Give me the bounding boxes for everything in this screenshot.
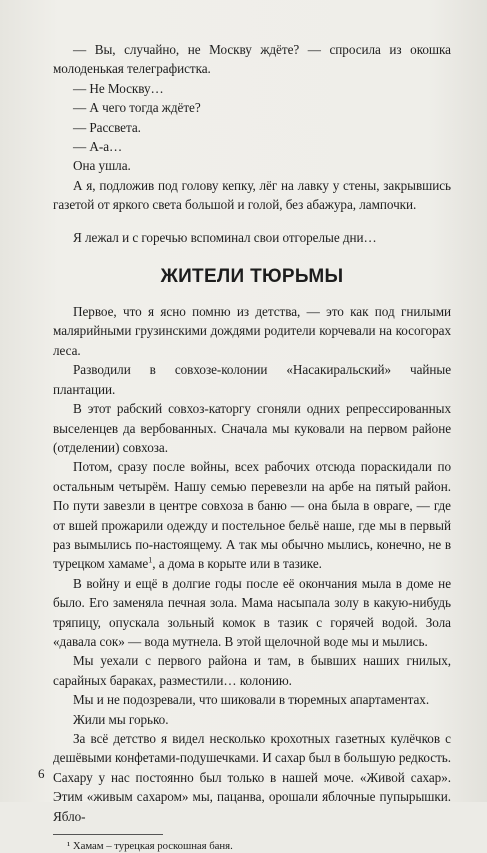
page-number: 6 [38, 766, 45, 781]
chapter-title: ЖИТЕЛИ ТЮРЬМЫ [160, 266, 344, 288]
spacer [53, 215, 451, 228]
paragraph: — А чего тогда ждёте? [73, 100, 201, 116]
paragraph: Жили мы горько. [73, 711, 169, 727]
paragraph: — Не Москву… [73, 80, 164, 96]
paragraph: В войну и ещё в долгие годы после её окончания мыла в доме не было. Его заменяла печная зола. Мама насыпала золу в какую-нибудь тряпицу, опускала зольный комок в тазик с горячей водой. Зола «давала сок» — вода мутнела. В этой щелочной воде мы и мылись. [53, 575, 451, 649]
paragraph: — А-а… [73, 139, 123, 155]
paragraph: — Рассвета. [73, 119, 141, 135]
paragraph: Мы и не подозревали, что шиковали в тюремных апартаментах. [73, 692, 430, 708]
footnote-divider [53, 834, 163, 835]
paragraph: А я, подложив под голову кепку, лёг на лавку у стены, закрывшись газетой от яркого света большой и голой, без абажура, лампочки. [53, 177, 451, 213]
paragraph: За всё детство я видел несколько крохотных газетных кулёчков с дешёвыми конфетами-подушечками. И сахар был в большую редкость. Сахару у нас постоянно был только в нашей моче. «Живой сахар». Этим «живым сахаром» мы, пацанва, орошали яблочные пупырышки. Ябло- [53, 731, 451, 824]
paragraph: — Вы, случайно, не Москву ждёте? — спросила из окошка молоденькая телеграфистка. [53, 42, 451, 77]
paragraph [53, 457, 451, 573]
paragraph: Первое, что я ясно помню из детства, — это как под гнилыми малярийными грузинскими дождями родители корчевали на косогорах леса. [53, 304, 451, 358]
paragraph-text: , а дома в корыте или в тазике. [152, 556, 322, 572]
paragraph: Я лежал и с горечью вспоминал свои отгорелые дни… [73, 229, 377, 245]
paragraph: Разводили в совхозе-колонии «Насакиральский» чайные плантации. [53, 362, 451, 397]
paragraph-text: Потом, сразу после войны, всех рабочих отсюда пораскидали по остальным четырём. Нашу семью перевезли на арбе на пятый район. По пути завезли в центре совхоза в баню — она была в овраге, — где от вшей прожарили одежду и постельное бельё наше, где мы в первый раз вымылись по-настоящему. А так мы обычно мылись, конечно, не в турецком хамаме [53, 459, 451, 572]
paragraph: Она ушла. [73, 158, 131, 174]
paragraph: Мы уехали с первого района и там, в бывших наших гнилых, сарайных бараках, разместили… колонию. [53, 653, 451, 688]
footnote: ¹ Хамам – турецкая роскошная баня. [67, 840, 233, 853]
footnote-marker[interactable]: 1 [148, 555, 153, 565]
paragraph: В этот рабский совхоз-каторгу сгоняли одних репрессированных выселенцев да вербованных. Сначала мы куковали на первом районе (отделении) совхоза. [53, 401, 451, 455]
